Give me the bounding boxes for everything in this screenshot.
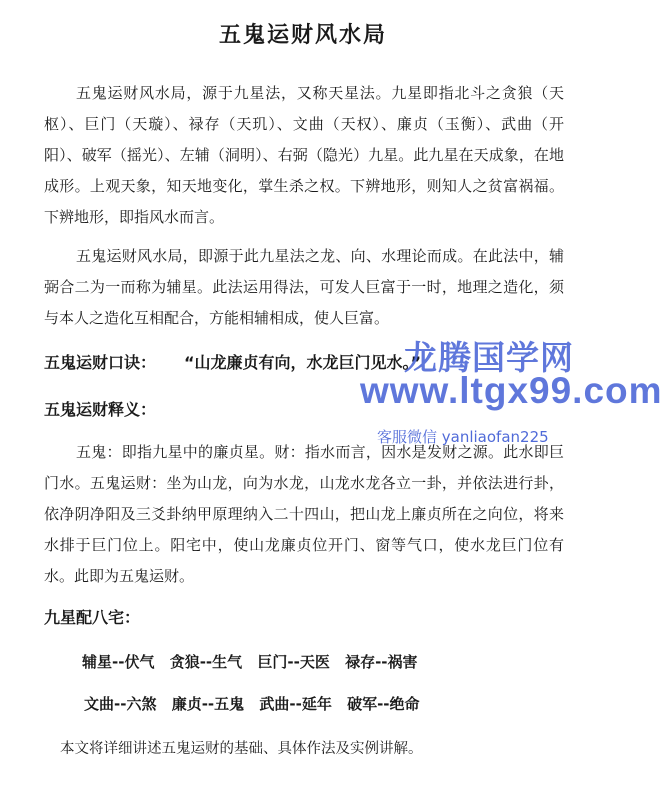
eight-houses-heading: 九星配八宅： — [44, 608, 141, 627]
formula-label: 五鬼运财口诀： — [44, 353, 157, 372]
formula-quote: “山龙廉贞有向，水龙巨门见水。” — [184, 353, 422, 372]
paragraph-intro: 五鬼运财风水局，源于九星法，又称天星法。九星即指北斗之贪狼（天枢）、巨门（天璇）、禄存（天玑）、文曲（天权）、廉贞（玉衡）、武曲（开阳）、破军（摇光）、左辅（洞明）、右弼（隐光）九星。此九星在天成象，在地成形。上观天象，知天地变化，掌生杀之权。下辨地形，则知人之贫富祸福。下辨地形，即指风水而言。 — [44, 84, 564, 226]
document-title: 五鬼运财风水局 — [218, 23, 387, 48]
watermark-site-name: 龙腾国学网 — [404, 338, 574, 377]
star-pairs-row-2 — [84, 693, 430, 714]
star-pair: 禄存--祸害 — [345, 653, 418, 671]
star-pair: 辅星--伏气 — [82, 653, 155, 671]
star-pairs-row-1 — [82, 651, 428, 672]
closing-note: 本文将详细讲述五鬼运财的基础、具体作法及实例讲解。 — [60, 741, 423, 757]
meaning-heading: 五鬼运财释义： — [44, 400, 157, 419]
watermark-contact: 客服微信 yanliaofan225 — [377, 428, 549, 446]
star-pair: 贪狼--生气 — [169, 653, 243, 671]
star-pair: 巨门--天医 — [257, 653, 330, 671]
paragraph-meaning: 五鬼：即指九星中的廉贞星。财：指水而言，因水是发财之源。此水即巨门水。五鬼运财：坐为山龙，向为水龙，山龙水龙各立一卦，并依法进行卦，依净阴净阳及三爻卦纳甲原理纳入二十四山，把山龙上廉贞所在之向位，将来水排于巨门位上。阳宅中，使山龙廉贞位开门、窗等气口，使水龙巨门位有水。此即为五鬼运财。 — [44, 443, 564, 585]
paragraph-origin: 五鬼运财风水局，即源于此九星法之龙、向、水理论而成。在此法中，辅弼合二为一而称为辅星。此法运用得法，可发人巨富于一时，地理之造化，须与本人之造化互相配合，方能相辅相成，使人巨富。 — [44, 247, 564, 327]
star-pair: 武曲--延年 — [259, 695, 332, 713]
star-pair: 廉贞--五鬼 — [171, 695, 245, 713]
star-pair: 破军--绝命 — [347, 695, 420, 713]
watermark-url: www.ltgx99.com — [360, 370, 663, 411]
star-pair: 文曲--六煞 — [84, 695, 157, 713]
